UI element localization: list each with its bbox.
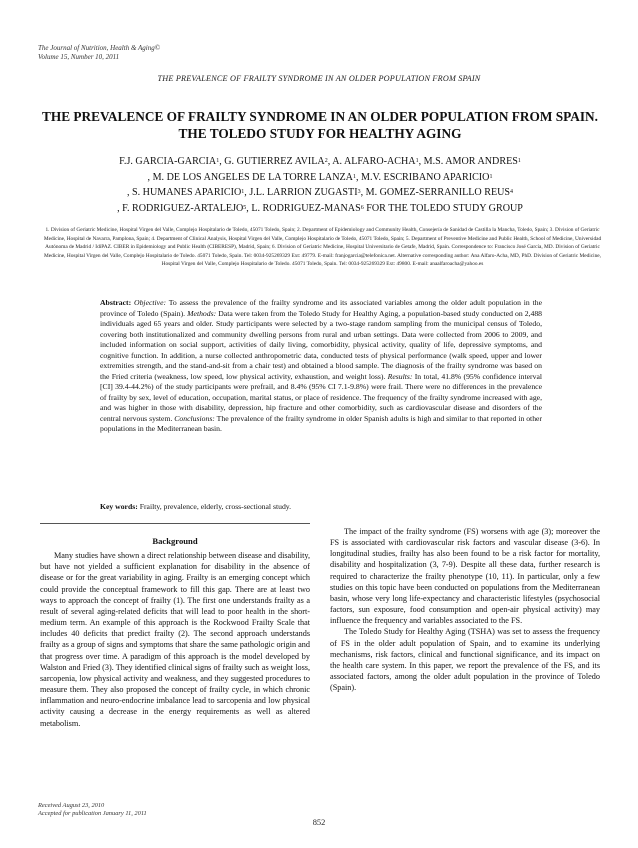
keywords-text: Frailty, prevalence, elderly, cross-sectional study.: [137, 502, 292, 511]
author-name: , S. HUMANES APARICIO: [126, 187, 242, 199]
author-name: , A. ALFARO-ACHA: [327, 156, 416, 167]
study-group: FOR THE TOLEDO STUDY GROUP: [363, 202, 523, 214]
author-name: , F. RODRIGUEZ-ARTALEJO: [117, 202, 244, 214]
left-paragraph: Many studies have shown a direct relationship between disease and disability, but have not yielded a sufficient explanation for disability in the absence of disease or for the great variability in aging. Frailty is an emerging concept which could provide the conceptual framework to fill this gap. There are at least two ways to approach the concept of frailty (1). The first one understands frailty as a result of several aging-related deficits that will lead to poor health in the short-medium term. An example of this approach is the Rockwood Frailty Scale that includes 40 deficits that predict frailty (2). The second approach understands frailty as a group of signs and symptoms that share the same pathologic origin and that progress over time. A paradigm of this approach is the model developed by Walston and Fried (3). They identified clinical signs of frailty such as weight loss, sarcopenia, low physical activity and weakness, and they suggested procedures to measure them. They also proposed the concept of frailty cycle, in which chronic inflammation and neuro-endocrine imbalance lead to sarcopenia and low physical activity causing a decrease in the energy requirements as well as altered metabolism.: [40, 551, 310, 728]
right-paragraph-2: The Toledo Study for Healthy Aging (TSHA) was set to assess the frequency of FS in the older adult population of Spain, and to examine its underlying mechanisms, risk factors, clinical and functional significance, and its impact on the health care system. In this paper, we report the prevalence of the FS, and its associated factors, among the older adult population in the province of Toledo (Spain).: [330, 627, 600, 693]
objective-text: To assess the prevalence of the frailty syndrome and its associated variables among the older adult population in the province of Toledo (Spain).: [100, 298, 542, 318]
keywords-label: Key words:: [100, 502, 138, 511]
publication-dates: [38, 802, 147, 818]
author-name: F.J. GARCIA-GARCIA: [119, 156, 217, 167]
journal-volume: Volume 15, Number 10, 2011: [38, 53, 120, 61]
abstract: [100, 298, 542, 435]
affiliation-marker: 2: [324, 158, 328, 164]
abstract-label: Abstract:: [100, 298, 132, 307]
objective-label: Objective:: [134, 298, 167, 307]
right-column: [330, 526, 600, 693]
affiliation-marker: 1: [216, 158, 220, 164]
affiliation-marker: 1: [415, 158, 419, 164]
author-name: , M.V. ESCRIBANO APARICIO: [355, 171, 490, 183]
affiliations: 1. Division of Geriatric Medicine, Hospital Virgen del Valle, Complejo Hospitalario de Toledo, 45071 Toledo, Spain; 2. Department of Epidemiology and Community Health, Consejería de Sanidad de Castilla la Mancha, Toledo, Spain; 3. Division of Geriatric Medicine, Hospital de Navarra, Pamplona, Spain; 4. Department of Clinical Analysis, Hospital Virgen del Valle, Complejo Hospitalario de Toledo, 45071 Toledo, Spain; 5. Department of Preventive Medicine and Public Health, School of Medicine, Universidad Autónoma de Madrid / IdiPAZ. CIBER in Epidemiology and Public Health (CIBERESP), Madrid, Spain; 6. Division of Geriatric Medicine, Hospital Universitario de Getafe, Madrid, Spain. Correspondence to: Francisco José García, MD. Division of Geriatric Medicine, Hospital Virgen del Valle, Complejo Hospitalario de Toledo. 45071 Toledo, Spain. Tel: 0034-925269329 Ext: 49779. E-mail: franjogarcia@telefonica.net. Alternative corresponding author: Ana Alfaro-Acha, MD, PhD. Division of Geriatric Medicine, Hospital Virgen del Valle, Complejo Hospitalario de Toledo. 45071 Toledo, Spain. Tel: 0034-925269329 Ext: 49800. E-mail: anaalfaroacha@yahoo.es: [43, 227, 602, 268]
affiliation-marker: 1: [489, 173, 493, 180]
author-list: [46, 154, 594, 216]
affiliation-marker: 3: [357, 189, 361, 196]
results-text: In total, 41.8% (95% confidence interval [CI] 39.4-44.2%) of the study participants were prefrail, and 8.4% (95% CI 7.1-9.8%) were frail. There were no differences in the prevalence of frailty by sex, level of education, occupation, marital status, or place of residence. The frequency of the frailty syndrome increased with age, and was higher in those with disability, depression, hip fracture and other comorbidity, such as cardiovascular disease and disorders of the central nervous system.: [100, 371, 542, 423]
section-divider: [40, 523, 310, 524]
keywords: [100, 502, 542, 512]
page-number: 852: [312, 818, 326, 827]
left-column: [40, 536, 310, 729]
affiliation-marker: 5: [243, 204, 247, 211]
author-name: , M. GOMEZ-SERRANILLO REUS: [360, 187, 511, 199]
background-heading: Background: [152, 536, 198, 546]
right-paragraph-1: The impact of the frailty syndrome (FS) worsens with age (3); moreover the FS is associated with cardiovascular risk factors and vascular disease (3-6). In longitudinal studies, frailty has also been found to be a risk factor for mortality, disability and hospitalization (3, 7-9). Despite all these data, further research is required to characterize the frailty phenotype (10, 11). In particular, only a few studies on this topic have been conducted on populations from the Mediterranean basin, whose very long life-expectancy and characteristic lifestyles (psychosocial factors, sun exposure, food consumption and open-air physical activity) may influence the frequency and variables associated to the FS.: [330, 527, 600, 626]
author-name: , G. GUTIERREZ AVILA: [219, 156, 325, 167]
affiliation-marker: 1: [352, 173, 356, 180]
affiliation-marker: 1: [241, 189, 245, 196]
affiliation-marker: 1: [517, 158, 521, 164]
running-head: THE PREVALENCE OF FRAILTY SYNDROME IN AN OLDER POPULATION FROM SPAIN: [157, 74, 481, 83]
accepted-date: Accepted for publication January 11, 2011: [38, 810, 147, 817]
author-name: , M. DE LOS ANGELES DE LA TORRE LANZA: [147, 171, 353, 183]
journal-header: [38, 44, 160, 62]
author-name: , J.L. LARRION ZUGASTI: [244, 187, 358, 199]
methods-text: Data were taken from the Toledo Study for Healthy Aging, a population-based study conducted on 2,488 individuals aged 65 years and older. Study participants were selected by a two-stage random sampling from the municipal census of Toledo, covering both institutionalized and community dwelling persons from rural and urban settings. Data were collected from 2006 to 2009, and included information on social support, activities of daily living, comorbidity, physical activity, quality of life, depressive symptoms, and cognitive function. In addition, a nurse collected anthropometric data, conducted tests of physical performance (walk speed, upper and lower extremities strength, and the stand-and-sit from a chair test) and obtained a blood sample. The diagnosis of the frailty syndrome was based on the Fried criteria (weakness, low speed, low physical activity, exhaustion, and weight loss).: [100, 308, 543, 381]
results-label: Results:: [387, 371, 413, 381]
author-name: , M.S. AMOR ANDRES: [418, 156, 518, 167]
conclusions-text: The prevalence of the frailty syndrome in older Spanish adults is high and similar to that reported in other populations in the Mediterranean basin.: [100, 413, 543, 433]
affiliation-marker: 4: [510, 189, 514, 196]
author-name: , L. RODRIGUEZ-MANAS: [246, 202, 361, 214]
methods-label: Methods:: [187, 308, 217, 318]
received-date: Received August 23, 2010: [38, 802, 105, 809]
conclusions-label: Conclusions:: [174, 413, 215, 423]
article-title: THE PREVALENCE OF FRAILTY SYNDROME IN AN OLDER POPULATION FROM SPAIN. THE TOLEDO STUDY FOR HEALTHY AGING: [42, 109, 598, 141]
affiliation-marker: 6: [360, 204, 364, 211]
journal-name: The Journal of Nutrition, Health & Aging©: [38, 44, 161, 52]
